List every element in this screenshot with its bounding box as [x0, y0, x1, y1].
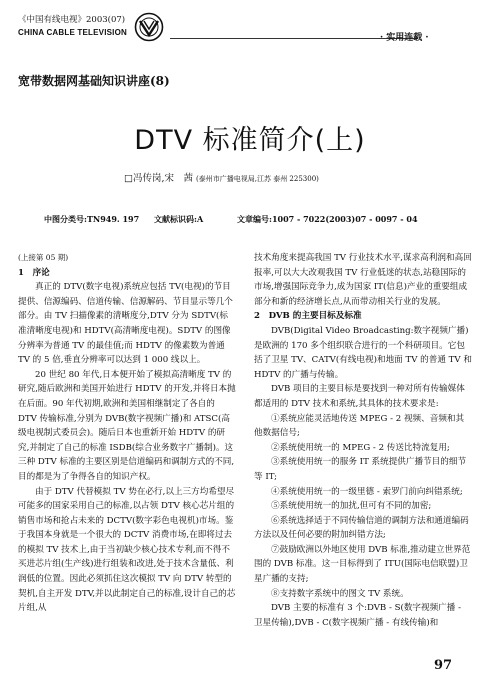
list-item: ⑤系统使用统一的加扰,但可有不同的加密;: [271, 501, 432, 512]
list-item: ⑧支持数字系统中的图文 TV 系统。: [271, 588, 409, 599]
list-item: ⑥系统选择适于不同传输信道的调制方法和通道编码方法以及任何必要的附加纠错方法;: [254, 515, 469, 541]
author-affiliation: (泰州市广播电视局,江苏 泰州 225300): [196, 175, 319, 183]
left-column: [18, 251, 236, 616]
journal-name-english: CHINA CABLE TELEVISION: [18, 28, 127, 37]
right-column: [254, 251, 472, 630]
paragraph: DVB(Digital Video Broadcasting:数字视频广播)是欧洲的 170 多个组织联合进行的一个科研项目。它包括了卫星 TV、CATV(有线电视)和地面 TV 的普通 TV 和 HDTV 的广播与传输。: [254, 325, 472, 380]
paragraph: DVB 项目的主要目标是要找到一种对所有传输媒体都适用的 DTV 技术和系统,其具体的技术要求是:: [254, 384, 465, 409]
document-code: 文献标识码:A: [154, 214, 204, 224]
paragraph: 由于 DTV 代替模拟 TV 势在必行,以上三方均希望尽可能多的国家采用自己的标准,以占领 DTV 核心芯片组的销售市场和抢占未来的 DCTV(数字彩色电视机)市场。鉴于我国本身就是一个很大的 DCTV 消费市场,在即将过去的模拟 TV 技术上,由于当初缺少核心技术专利,而不得不买进芯片组(生产线)进行组装和改进,处于技术含量低、利润低的位置。因此必须抓住这次模拟 TV 向 DTV 转型的契机,自主开发 DTV,并以此制定自己的标准,设计自己的芯片组,从: [18, 486, 236, 614]
series-title: 宽带数据网基础知识讲座(8): [18, 74, 170, 88]
list-item: ③系统使用统一的服务 IT 系统提供广播节目的细节等 IT;: [254, 457, 467, 482]
article-number: 文章编号:1007 - 7022(2003)07 - 0097 - 04: [237, 214, 418, 224]
list-item: ①系统应能灵活地传送 MPEG - 2 视频、音频和其他数据信号;: [254, 413, 465, 439]
section-heading: 1 序论: [18, 267, 50, 278]
section-tag: · 实用连载 ·: [380, 33, 429, 43]
paragraph: 真正的 DTV(数字电视)系统应包括 TV(电视)的节目提供、信源编码、信道传输、信源解码、节目显示等几个部分。由 TV 扫描像素的清晰度分,DTV 分为 SDTV(标准清晰度电视)和 HDTV(高清晰度电视)。SDTV 的图像分辨率为普通 TV 的最佳值;而 HDTV 的像素数为普通 TV 的 5 倍,垂直分辨率可以达到 1 000 线以上。: [18, 282, 233, 366]
author-names: □冯传岗,宋 茜: [124, 173, 193, 184]
clc-number: 中图分类号:TN949. 197: [44, 214, 140, 224]
paragraph: DVB 主要的标准有 3 个:DVB - S(数字视频广播 - 卫星传输),DVB - C(数字视频广播 - 有线传输)和: [254, 603, 462, 628]
paragraph: 技术角度来提高我国 TV 行业技术水平,谋求高利润和高回报率,可以大大改观我国 TV 行业低迷的状态,站稳国际的市场,增强国际竞争力,成为国家 IT(信息)产业的重要组成部分和新的经济增长点,从而带动相关行业的发展。: [254, 253, 472, 307]
paragraph: 20 世纪 80 年代,日本便开始了模拟高清晰度 TV 的研究,随后欧洲和美国开始进行 HDTV 的开发,并将日本抛在后面。90 年代初期,欧洲和美国相继制定了各自的 DTV 传输标准,分别为 DVB(数字视频广播)和 ATSC(高级电视制式委员会)。随后日本也重新开始 HDTV 的研究,并制定了自己的标准 ISDB(综合业务数字广播制)。这三种 DTV 标准的主要区别是信道编码和调制方式的不同,目的都是为了争得各自的知识产权。: [18, 369, 236, 482]
section-heading: 2 DVB 的主要目标及标准: [254, 311, 362, 322]
article-title: DTV 标准简介(上): [134, 125, 366, 156]
continuation-note: (上接第 05 期): [18, 253, 69, 262]
list-item: ④系统使用统一的一级里德 - 索罗门前向纠错系统;: [271, 486, 463, 497]
journal-logo-icon: [134, 12, 164, 42]
journal-name: 《中国有线电视》2003(07): [18, 15, 126, 25]
list-item: ⑦鼓励欧洲以外地区使用 DVB 标准,推动建立世界范围的 DVB 标准。这一目标得到了 ITU(国际电信联盟)卫星广播的支持;: [254, 544, 471, 585]
page-number: 97: [434, 658, 453, 673]
author-line: [124, 170, 319, 184]
list-item: ②系统使用统一的 MPEG - 2 传送比特流复用;: [271, 442, 450, 453]
